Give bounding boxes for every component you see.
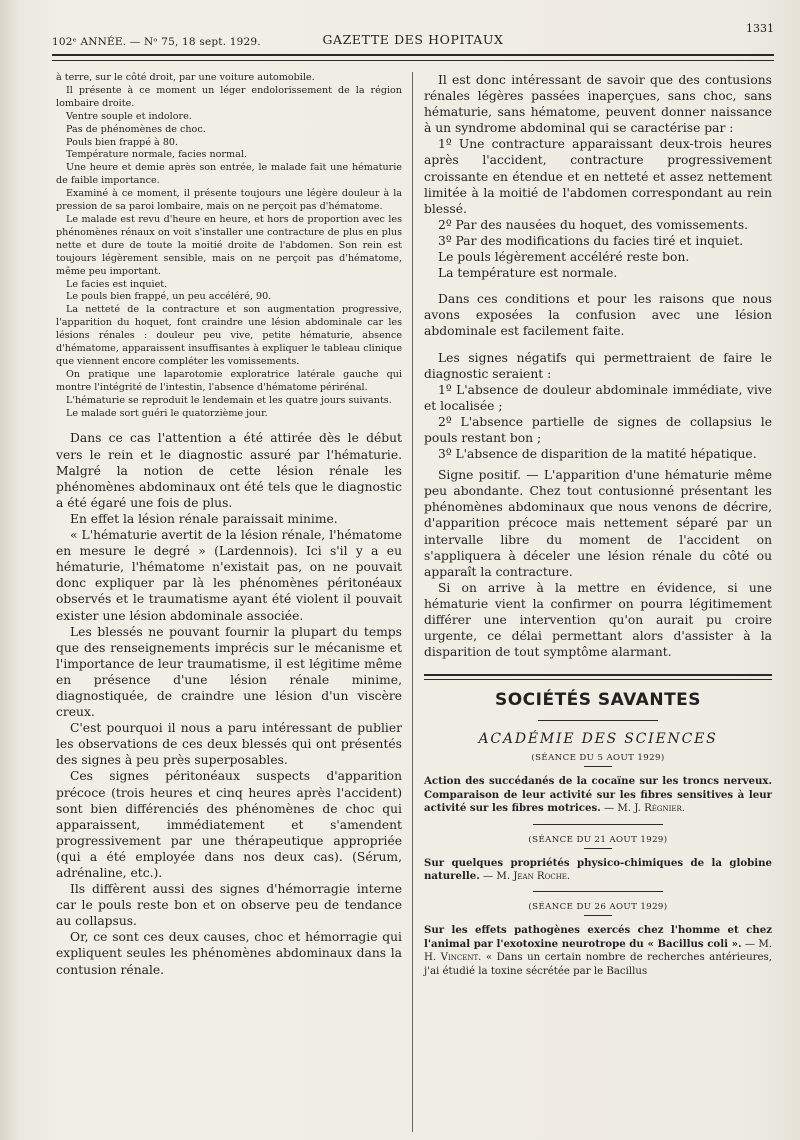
paragraph: L'hématurie se reproduit le lendemain et les quatre jours suivants. (66, 394, 392, 406)
paragraph: Le malade sort guéri le quatorzième jour. (66, 407, 268, 419)
section-title: SOCIÉTÉS SAVANTES (494, 690, 702, 711)
paragraph: Examiné à ce moment, il présente toujours une légère douleur à la pression de sa paroi lombaire, mais on ne perçoit pas d'hématome. (56, 188, 402, 213)
right-column (424, 72, 772, 978)
paragraph: Ventre souple et indolore. (66, 110, 192, 122)
paragraph: Il est donc intéressant de savoir que des contusions rénales légères passées inaperçues, sans choc, sans hématurie, sans hématome, peuvent donner naissance à un syndrome abdominal qui se caractérise par : (424, 73, 772, 136)
section-rule-thin (424, 679, 772, 680)
short-rule (584, 915, 612, 916)
paragraph: 2º Par des nausées du hoquet, des vomissements. (438, 217, 749, 232)
paragraph: Les signes négatifs qui permettraient de faire le diagnostic seraient : (424, 350, 772, 381)
paragraph: En effet la lésion rénale paraissait minime. (70, 511, 338, 526)
session-date: (SÉANCE DU 21 AOUT 1929) (528, 834, 668, 845)
paragraph: Le pouls bien frappé, un peu accéléré, 90. (66, 291, 272, 303)
section-underline (538, 720, 658, 721)
session-entry (424, 924, 772, 978)
page-number: 1331 (746, 22, 774, 35)
page-header (52, 22, 774, 62)
session-entry (424, 775, 772, 815)
paragraph: Température normale, facies normal. (66, 149, 247, 161)
paragraph: La température est normale. (438, 266, 618, 281)
paragraph: Pouls bien frappé à 80. (66, 136, 179, 148)
paragraph: « L'hématurie avertit de la lésion rénale, l'hématome en mesure le degré » (Lardennois). Ici s'il y a eu hématurie, l'hématome n'existait pas, on ne pouvait donc expliquer par là les phénomènes péritonéaux observés et le traumatisme ayant été violent il pouvait exister une lésion abdominale associée. (56, 528, 402, 623)
paragraph: C'est pourquoi il nous a paru intéressant de publier les observations de ces deux blessés qui ont présentés des signes à peu près superposables. (56, 721, 402, 768)
communication-title: Sur quelques propriétés physico-chimiques de la globine naturelle. (424, 856, 772, 882)
paragraph: Signe positif. — L'apparition d'une hématurie même peu abondante. Chez tout contusionné présentant les phénomènes abdominaux que nous venons de décrire, d'apparition précoce mais nettement séparé par un intervalle libre du moment de l'accident on s'appliquera à déceler une lésion rénale du côté ou apparaît la contracture. (424, 468, 772, 579)
paragraph: Pas de phénomènes de choc. (66, 123, 206, 135)
academy-title: ACADÉMIE DES SCIENCES (478, 731, 718, 748)
paragraph: 2º L'absence partielle de signes de collapsius le pouls restant bon ; (424, 414, 772, 445)
paragraph: Les blessés ne pouvant fournir la plupart du temps que des renseignements imprécis sur le mécanisme et l'importance de leur traumatisme, il est légitime même en présence d'une lésion rénale minime, diagnostiquée, de craindre une lésion d'un viscère creux. (56, 624, 402, 720)
paragraph: Le malade est revu d'heure en heure, et hors de proportion avec les phénomènes rénaux on voit s'installer une contracture de plus en plus nette et dure de toute la moitié droite de l'abdomen. Son rein est toujours légèrement sensible, mais on ne perçoit pas d'hématome, même peu important. (56, 213, 402, 277)
session-date: (SÉANCE DU 26 AOUT 1929) (528, 902, 668, 913)
communication-title: Sur les effets pathogènes exercés chez l'homme et chez l'animal par l'exotoxine neurotrope du « Bacillus coli ». (424, 924, 772, 950)
conclusion-text (424, 72, 772, 660)
header-rule (52, 54, 774, 56)
paragraph: Or, ce sont ces deux causes, choc et hémorragie qui expliquent seules les phénomènes abdominaux dans la contusion rénale. (56, 930, 402, 977)
issue-info: 102ᵉ ANNÉE. — Nᵒ 75, 18 sept. 1929. (52, 36, 261, 48)
paragraph: Le facies est inquiet. (66, 278, 168, 290)
column-divider (412, 72, 413, 1132)
paragraph: Ils diffèrent aussi des signes d'hémorragie interne car le pouls reste bon et on observe peu de tendance au collapsus. (56, 882, 402, 929)
paragraph: 3º Par des modifications du facies tiré et inquiet. (438, 233, 744, 248)
paragraph: à terre, sur le côté droit, par une voiture automobile. (56, 72, 315, 83)
paragraph: Dans ces conditions et pour les raisons que nous avons exposées la confusion avec une lésion abdominale est facilement faite. (424, 292, 772, 339)
session-entry (424, 857, 772, 884)
separator-rule (533, 891, 663, 892)
paragraph: Une heure et demie après son entrée, le malade fait une hématurie de faible importance. (56, 162, 402, 187)
communication-author: — M. H. Vincent. (424, 938, 772, 964)
separator-rule (533, 824, 663, 825)
header-rule-thin (52, 60, 774, 61)
academy-sessions (424, 753, 772, 978)
paragraph: Il présente à ce moment un léger endolorissement de la région lombaire droite. (56, 84, 402, 109)
discussion-text (56, 430, 402, 977)
communication-author: — M. J. Régnier. (600, 803, 685, 815)
short-rule (584, 766, 612, 767)
left-column (56, 72, 402, 978)
paragraph: Si on arrive à la mettre en évidence, si une hématurie vient la confirmer on pourra légitimement différer une intervention qu'on aurait pu croire urgente, ce délai permettant alors d'assister à la disparition de tout symptôme alarmant. (424, 580, 772, 660)
paragraph: 1º L'absence de douleur abdominale immédiate, vive et localisée ; (424, 382, 772, 413)
communication-author: — M. Jean Roche. (479, 870, 571, 882)
paragraph: On pratique une laparotomie exploratrice latérale gauche qui montre l'intégrité de l'intestin, l'absence d'hématome périrénal. (56, 368, 402, 393)
paragraph: 3º L'absence de disparition de la matité hépatique. (438, 447, 757, 462)
communication-title: Action des succédanés de la cocaïne sur les troncs nerveux. Comparaison de leur activité sur les fibres sensitives à leur activité sur les fibres motrices. (424, 775, 772, 815)
paragraph: 1º Une contracture apparaissant deux-trois heures après l'accident, contracture progressivement croissante en étendue et en netteté et assez nettement limitée à la moitié de l'abdomen correspondant au rein blessé. (424, 137, 772, 216)
paragraph: Dans ce cas l'attention a été attirée dès le début vers le rein et le diagnostic assuré par l'hématurie. Malgré la notion de cette lésion rénale les phénomènes abdominaux ont été tels que le diagnostic a été égaré une fois de plus. (56, 431, 402, 510)
session-date: (SÉANCE DU 5 AOUT 1929) (531, 753, 665, 764)
paragraph: Ces signes péritonéaux suspects d'apparition précoce (trois heures et cinq heures après l'accident) sont bien différenciés des phénomènes de choc qui apparaissent, immédiatement et s'amendent progressivement par une thérapeutique appropriée (qui a été employée dans nos deux cas). (Sérum, adrénaline, etc.). (56, 769, 402, 880)
paragraph: Le pouls légèrement accéléré reste bon. (438, 250, 690, 265)
section-rule (424, 674, 772, 676)
short-rule (584, 848, 612, 849)
communication-text: « Dans un certain nombre de recherches antérieures, j'ai étudié la toxine sécrétée par le Bacillus (424, 952, 772, 977)
paragraph: La netteté de la contracture et son augmentation progressive, l'apparition du hoquet, font craindre une lésion abdominale car les lésions rénales : douleur peu vive, petite hématurie, absence d'hématome, apparaissent insuffisantes à expliquer le tableau clinique que viennent encore compléter les vomissements. (56, 304, 402, 367)
journal-title: GAZETTE DES HOPITAUX (322, 32, 504, 47)
observation-text (56, 72, 402, 420)
